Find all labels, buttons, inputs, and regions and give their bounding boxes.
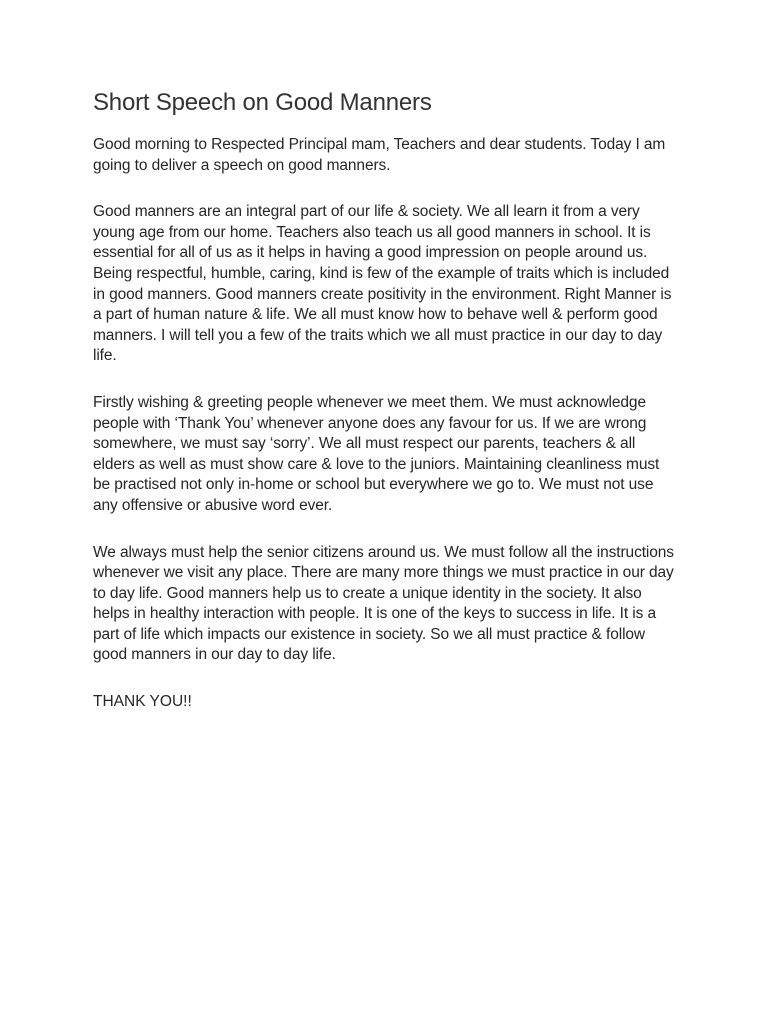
paragraph-traits: Firstly wishing & greeting people whenever we meet them. We must acknowledge people with ‘Thank You’ whenever anyone does any favour for us. If we are wrong somewhere, we must say ‘sorry’. We all must respect our parents, teachers & all elders as well as must show care & love to the juniors. Maintaining cleanliness must be practised not only in-home or school but everywhere we go to. We must not use any offensive or abusive word ever.	[93, 393, 660, 514]
closing-line: THANK YOU!!	[93, 693, 192, 711]
paragraph-conclusion: We always must help the senior citizens around us. We must follow all the instructions whenever we visit any place. There are many more things we must practice in our day to day life. Good manners help us to create a unique identity in the society. It also helps in healthy interaction with people. It is one of the keys to success in life. It is a part of life which impacts our existence in society. So we all must practice & follow good manners in our day to day life.	[93, 543, 674, 664]
document-page	[93, 88, 679, 713]
paragraph-greeting: Good morning to Respected Principal mam, Teachers and dear students. Today I am going to deliver a speech on good manners.	[93, 136, 666, 174]
document-title: Short Speech on Good Manners	[93, 89, 432, 116]
paragraph-introduction: Good manners are an integral part of our life & society. We all learn it from a very young age from our home. Teachers also teach us all good manners in school. It is essential for all of us as it helps in having a good impression on people around us. Being respectful, humble, caring, kind is few of the example of traits which is included in good manners. Good manners create positivity in the environment. Right Manner is a part of human nature & life. We all must know how to behave well & perform good manners. I will tell you a few of the traits which we all must practice in our day to day life.	[93, 203, 672, 365]
